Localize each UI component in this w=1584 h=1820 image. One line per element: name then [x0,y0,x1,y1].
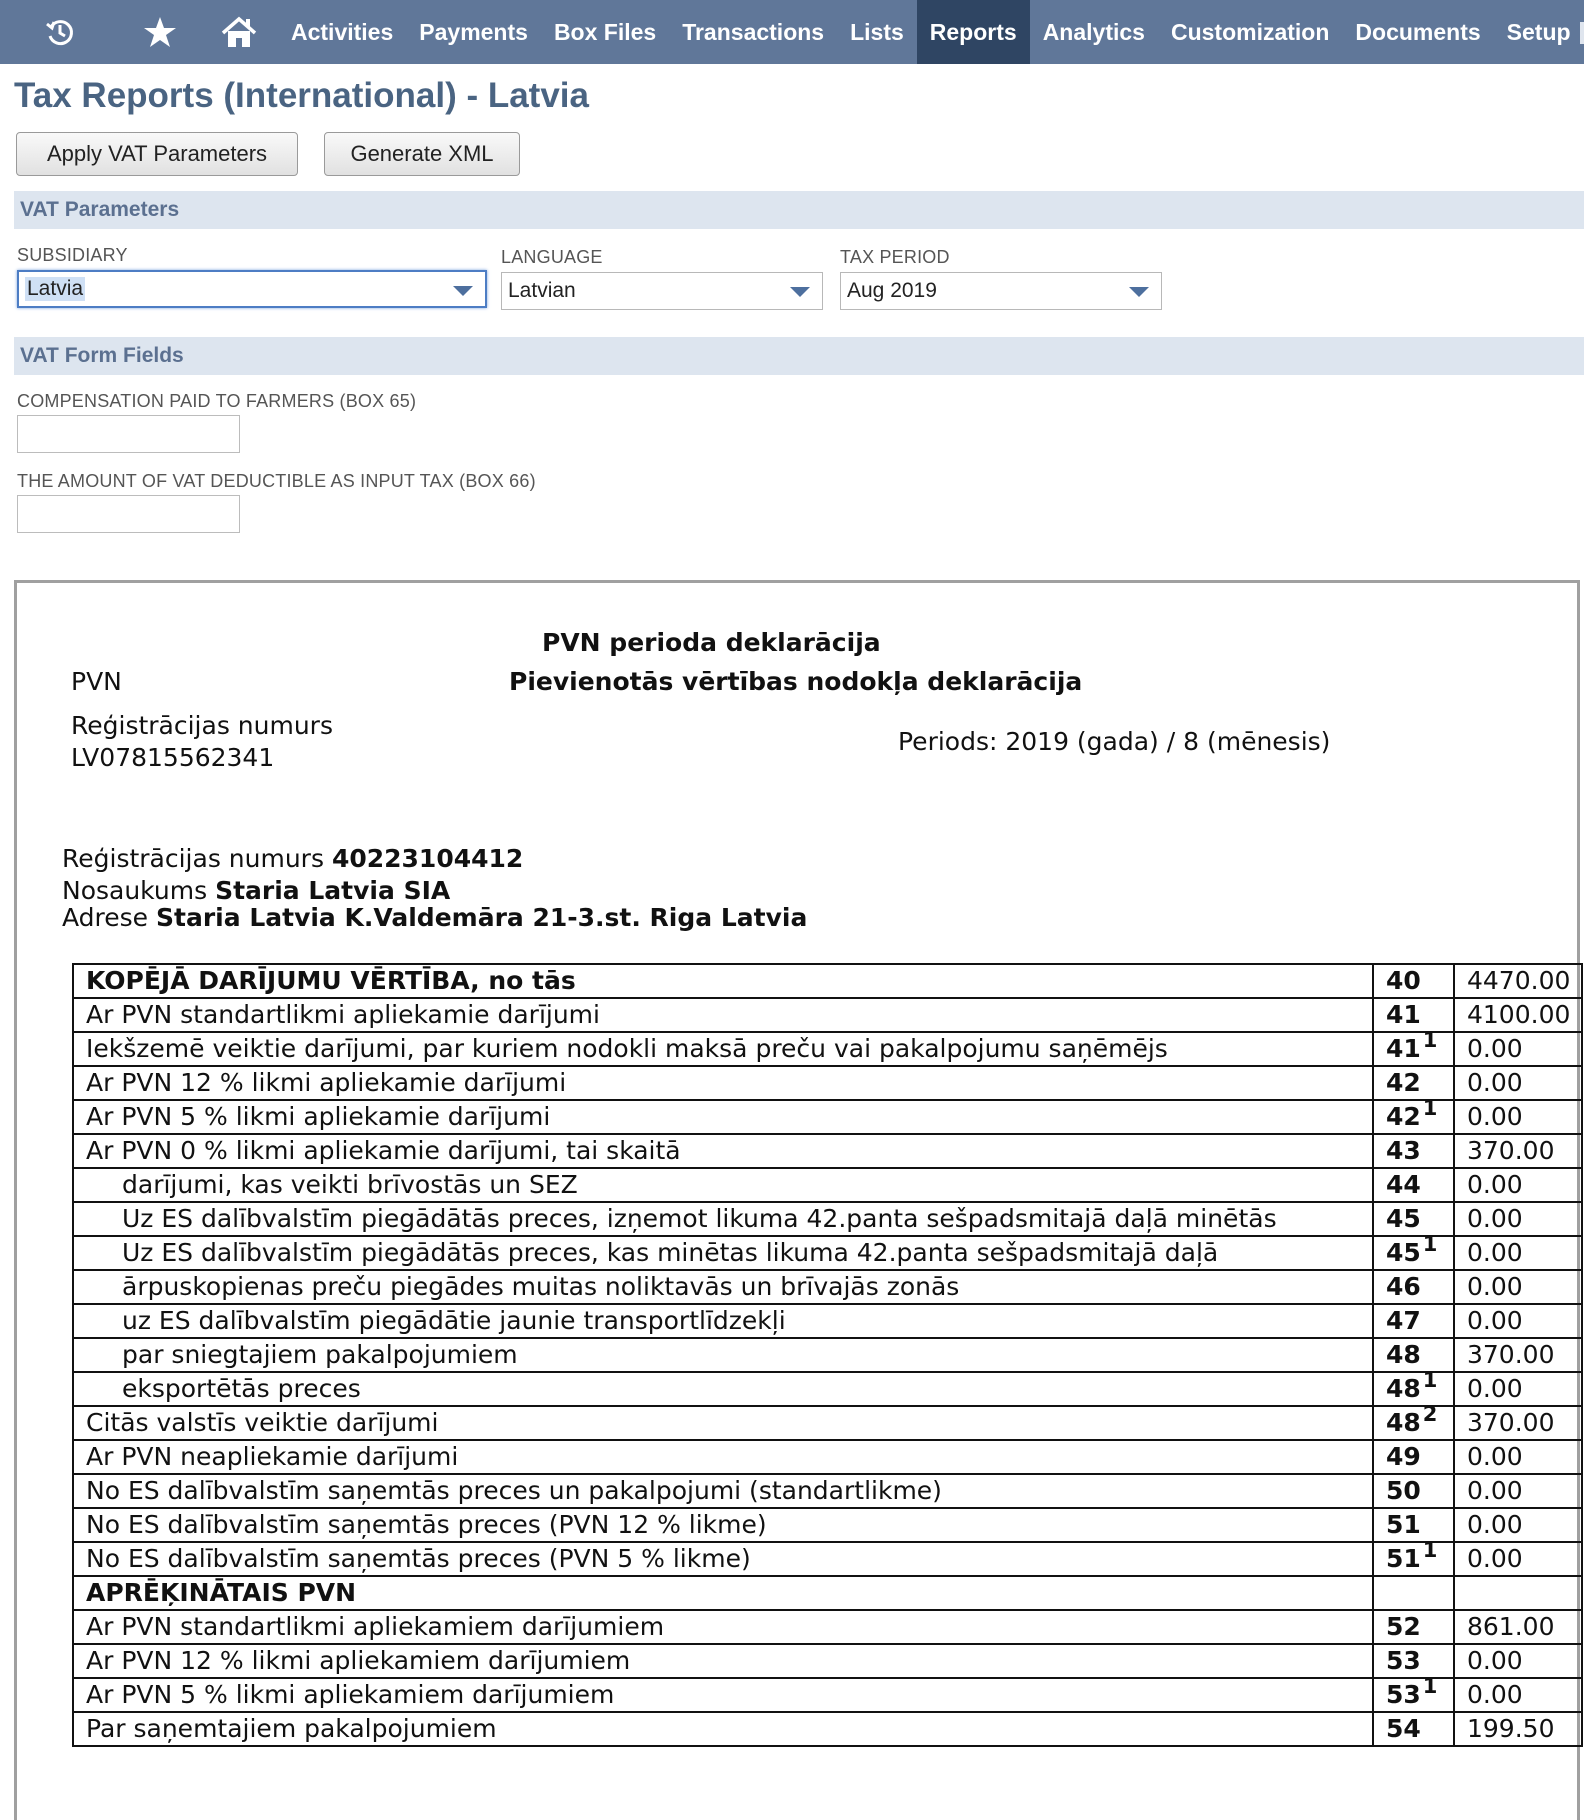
box-number: 46 [1386,1272,1421,1301]
row-description: darījumi, kas veikti brīvostās un SEZ [73,1168,1373,1202]
declaration-title: PVN perioda deklarācija [542,628,881,657]
row-description: uz ES dalībvalstīm piegādātie jaunie transportlīdzekļi [73,1304,1373,1338]
row-description: No ES dalībvalstīm saņemtās preces (PVN 5 % likme) [73,1542,1373,1576]
row-value: 370.00 [1454,1338,1582,1372]
row-description: APRĒĶINĀTAIS PVN [73,1576,1373,1610]
box-superscript: 1 [1422,1674,1438,1698]
company-name-value: Staria Latvia SIA [215,876,451,905]
tax-period-label: TAX PERIOD [840,247,950,267]
table-row [73,1644,1582,1678]
row-description: KOPĒJĀ DARĪJUMU VĒRTĪBA, no tās [73,964,1373,998]
tax-period-select[interactable] [840,272,1162,310]
row-value: 0.00 [1454,1372,1582,1406]
box-superscript: 1 [1422,1028,1438,1052]
nav-item-reports[interactable]: Reports [917,0,1030,64]
box65-label: COMPENSATION PAID TO FARMERS (BOX 65) [17,391,417,411]
row-box-number [1373,1538,1454,1576]
row-value: 0.00 [1454,1508,1582,1542]
vat-form-fields-heading: VAT Form Fields [14,337,1584,375]
box-number: 43 [1386,1136,1421,1165]
box65-input[interactable] [17,415,240,453]
box-number: 51 [1386,1544,1421,1573]
row-value: 4470.00 [1454,964,1582,998]
table-row [73,1032,1582,1066]
row-box-number [1373,1610,1454,1644]
table-row [73,1712,1582,1746]
box-superscript: 1 [1422,1232,1438,1256]
row-description: Citās valstīs veiktie darījumi [73,1406,1373,1440]
apply-vat-parameters-button[interactable]: Apply VAT Parameters [16,132,298,176]
row-value: 861.00 [1454,1610,1582,1644]
row-box-number [1373,1202,1454,1236]
row-description: Uz ES dalībvalstīm piegādātās preces, kas minētas likuma 42.panta sešpadsmitajā daļā [73,1236,1373,1270]
row-description: eksportētās preces [73,1372,1373,1406]
top-nav [0,0,1584,64]
table-row [73,1270,1582,1304]
chevron-down-icon [1129,287,1149,297]
table-row [73,1236,1582,1270]
registration-label: Reģistrācijas numurs [71,711,333,740]
row-box-number [1373,964,1454,998]
declaration-subtitle: Pievienotās vērtības nodokļa deklarācija [509,667,1083,696]
row-value: 0.00 [1454,1168,1582,1202]
row-value: 0.00 [1454,1100,1582,1134]
nav-item-box-files[interactable]: Box Files [553,18,657,45]
row-box-number [1373,1338,1454,1372]
box-number: 42 [1386,1102,1421,1131]
row-description: No ES dalībvalstīm saņemtās preces un pakalpojumi (standartlikme) [73,1474,1373,1508]
row-box-number [1373,998,1454,1032]
table-row [73,1542,1582,1576]
row-value [1454,1576,1582,1610]
row-description: Ar PVN standartlikmi apliekamie darījumi [73,998,1373,1032]
row-box-number [1373,1028,1454,1066]
row-value: 0.00 [1454,1678,1582,1712]
box66-label: THE AMOUNT OF VAT DEDUCTIBLE AS INPUT TAX (BOX 66) [17,471,536,491]
row-box-number [1373,1134,1454,1168]
box-number: 47 [1386,1306,1421,1335]
row-box-number [1373,1576,1454,1610]
table-row [73,1202,1582,1236]
row-description: Par saņemtajiem pakalpojumiem [73,1712,1373,1746]
row-description: Ar PVN 5 % likmi apliekamiem darījumiem [73,1678,1373,1712]
nav-item-activities[interactable]: Activities [291,18,394,45]
star-icon[interactable] [120,0,200,64]
page-title: Tax Reports (International) - Latvia [14,76,589,115]
generate-xml-button[interactable]: Generate XML [324,132,520,176]
language-label: LANGUAGE [501,247,603,267]
box-number: 50 [1386,1476,1421,1505]
box-number: 45 [1386,1204,1421,1233]
registration-number: LV07815562341 [71,743,275,772]
row-value: 0.00 [1454,1542,1582,1576]
box-number: 53 [1386,1680,1421,1709]
table-row [73,1610,1582,1644]
company-name-label: Nosaukums [62,876,208,905]
nav-item-customization[interactable]: Customization [1170,18,1330,45]
row-box-number [1373,1232,1454,1270]
box-number: 51 [1386,1510,1421,1539]
nav-item-analytics[interactable]: Analytics [1042,18,1145,45]
table-row [73,1338,1582,1372]
row-value: 370.00 [1454,1134,1582,1168]
row-value: 0.00 [1454,1440,1582,1474]
box-superscript: 2 [1422,1402,1438,1426]
company-registration-value: 40223104412 [331,844,524,873]
language-select[interactable] [501,272,823,310]
row-description: No ES dalībvalstīm saņemtās preces (PVN 12 % likme) [73,1508,1373,1542]
box-superscript: 1 [1422,1368,1438,1392]
company-name [62,876,450,905]
row-value: 0.00 [1454,1066,1582,1100]
box-superscript: 1 [1422,1096,1438,1120]
company-address-value: Staria Latvia K.Valdemāra 21-3.st. Riga Latvia [156,903,808,932]
nav-item-lists[interactable]: Lists [850,18,904,45]
table-row [73,1440,1582,1474]
table-row [73,1304,1582,1338]
box-number: 52 [1386,1612,1421,1641]
row-value: 0.00 [1454,1202,1582,1236]
box-number: 42 [1386,1068,1421,1097]
pvn-label: PVN [71,667,122,696]
box-number: 45 [1386,1238,1421,1267]
chevron-down-icon [790,287,810,297]
row-description: Ar PVN 12 % likmi apliekamie darījumi [73,1066,1373,1100]
row-value: 0.00 [1454,1644,1582,1678]
company-registration [62,844,523,873]
box-number: 44 [1386,1170,1421,1199]
recent-icon[interactable] [0,0,120,64]
row-description: Ar PVN neapliekamie darījumi [73,1440,1373,1474]
table-row [73,1576,1582,1610]
box66-input[interactable] [17,495,240,533]
box-number: 41 [1386,1034,1421,1063]
box-number: 53 [1386,1646,1421,1675]
row-description: par sniegtajiem pakalpojumiem [73,1338,1373,1372]
row-description: Ar PVN 0 % likmi apliekamie darījumi, tai skaitā [73,1134,1373,1168]
table-row [73,1066,1582,1100]
row-box-number [1373,1304,1454,1338]
subsidiary-select[interactable] [17,270,487,308]
row-description: Ar PVN 12 % likmi apliekamiem darījumiem [73,1644,1373,1678]
row-box-number [1373,1712,1454,1746]
row-value: 0.00 [1454,1032,1582,1066]
box-number: 48 [1386,1408,1421,1437]
row-box-number [1373,1168,1454,1202]
vat-parameters-heading: VAT Parameters [14,191,1584,229]
row-description: Uz ES dalībvalstīm piegādātās preces, izņemot likuma 42.panta sešpadsmitajā daļā minētās [73,1202,1373,1236]
row-box-number [1373,1674,1454,1712]
nav-item-payments[interactable]: Payments [419,18,528,45]
box-number: 41 [1386,1000,1421,1029]
row-box-number [1373,1270,1454,1304]
table-row [73,1406,1582,1440]
row-description: Ar PVN 5 % likmi apliekamie darījumi [73,1100,1373,1134]
box-number: 49 [1386,1442,1421,1471]
row-box-number [1373,1402,1454,1440]
tax-period-value: Aug 2019 [847,279,937,302]
row-description: ārpuskopienas preču piegādes muitas noliktavās un brīvajās zonās [73,1270,1373,1304]
row-value: 0.00 [1454,1236,1582,1270]
table-row [73,1168,1582,1202]
box-number: 40 [1386,966,1421,995]
table-row [73,1134,1582,1168]
chevron-down-icon [453,286,473,296]
row-value: 0.00 [1454,1304,1582,1338]
nav-item-documents[interactable]: Documents [1355,18,1481,45]
table-row [73,998,1582,1032]
company-registration-label: Reģistrācijas numurs [62,844,324,873]
row-box-number [1373,1096,1454,1134]
row-value: 0.00 [1454,1474,1582,1508]
row-value: 199.50 [1454,1712,1582,1746]
table-row [73,1678,1582,1712]
table-row [73,964,1582,998]
language-value: Latvian [508,279,576,302]
row-box-number [1373,1508,1454,1542]
row-box-number [1373,1644,1454,1678]
declaration-table [72,963,1583,1747]
nav-overflow-edge [1580,22,1584,44]
row-value: 0.00 [1454,1270,1582,1304]
table-row [73,1508,1582,1542]
table-row [73,1372,1582,1406]
table-row [73,1474,1582,1508]
box-number: 48 [1386,1340,1421,1369]
row-box-number [1373,1440,1454,1474]
box-number: 48 [1386,1374,1421,1403]
row-description: Iekšzemē veiktie darījumi, par kuriem nodokli maksā preču vai pakalpojumu saņēmējs [73,1032,1373,1066]
table-row [73,1100,1582,1134]
row-box-number [1373,1066,1454,1100]
row-value: 4100.00 [1454,998,1582,1032]
subsidiary-label: SUBSIDIARY [17,245,128,265]
nav-item-setup[interactable]: Setup [1506,18,1571,45]
row-value: 370.00 [1454,1406,1582,1440]
subsidiary-value: Latvia [27,277,84,300]
row-description: Ar PVN standartlikmi apliekamiem darījumiem [73,1610,1373,1644]
company-address-label: Adrese [62,903,149,932]
nav-item-transactions[interactable]: Transactions [682,18,825,45]
period-text: Periods: 2019 (gada) / 8 (mēnesis) [898,727,1331,756]
row-box-number [1373,1368,1454,1406]
home-icon[interactable] [200,0,278,64]
box-number: 54 [1386,1714,1421,1743]
row-box-number [1373,1474,1454,1508]
box-superscript: 1 [1422,1538,1438,1562]
company-address [62,903,807,932]
